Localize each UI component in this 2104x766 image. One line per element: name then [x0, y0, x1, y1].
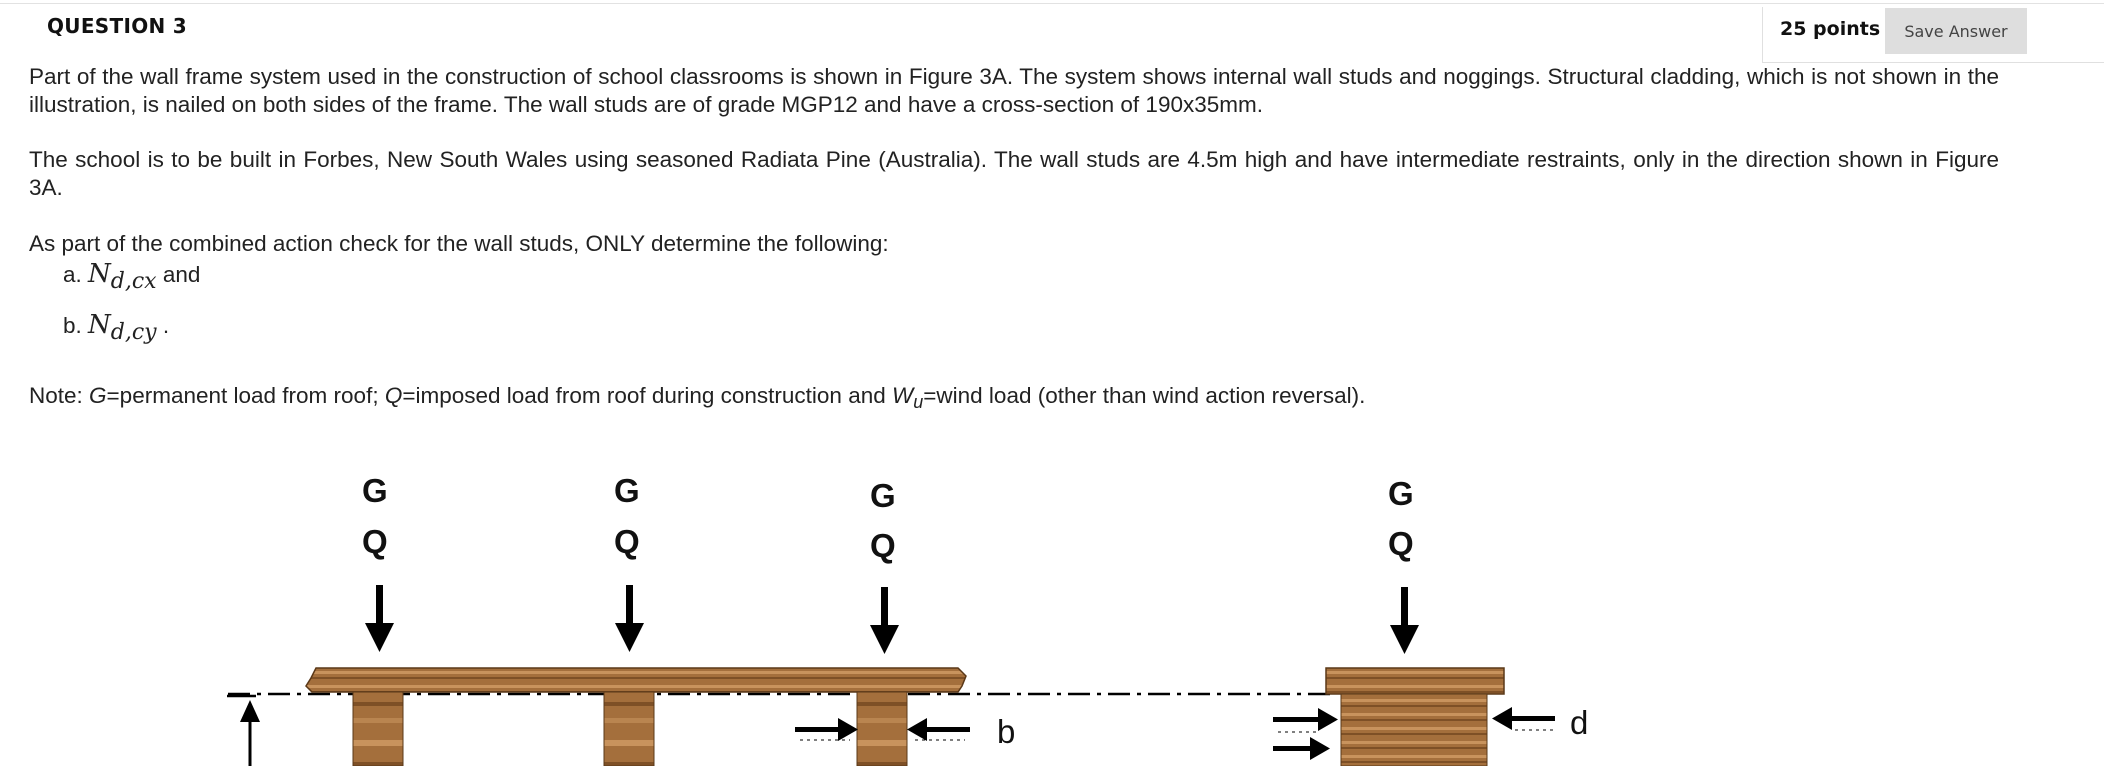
item-a-suffix: and	[156, 262, 201, 287]
load-arrow-shaft	[626, 585, 633, 625]
question-title: QUESTION 3	[47, 14, 188, 38]
load-g-label: G	[870, 477, 896, 514]
wall-stud-1	[353, 692, 403, 766]
load-arrow-shaft	[881, 587, 888, 627]
question-paragraph-2: The school is to be built in Forbes, New South Wales using seasoned Radiata Pine (Australia). The wall studs are 4.5m high and have intermediate restraints, only in the direction shown in Figure 3A.	[29, 147, 1999, 200]
stud-section-right	[1326, 668, 1504, 766]
item-b-suffix: .	[156, 313, 170, 338]
dimension-d-label: d	[1570, 704, 1589, 741]
load-arrow-head	[870, 625, 899, 654]
load-g-label: G	[362, 472, 388, 509]
load-group-3	[870, 477, 899, 654]
wall-stud-wide	[1341, 694, 1487, 766]
note-text: Note: G=permanent load from roof; Q=imposed load from roof during construction and $W_u=wind$ load (other than wind action reversal).	[29, 383, 1366, 412]
question-paragraph-1: Part of the wall frame system used in the construction of school classrooms is shown in Figure 3A. The system shows internal wall studs and noggings. Structural cladding, which is not shown in the illustration, is nailed on both sides of the frame. The wall studs are of grade MGP12 and have a cross-section of 190x35mm.	[29, 64, 1999, 117]
points-value: 25 points	[1780, 18, 1881, 40]
symbol-n-dcx: $N_{d,cx}$	[88, 259, 157, 294]
load-arrow-shaft	[376, 585, 383, 625]
list-item-a	[63, 260, 200, 296]
symbol-n-dcy: $N_{d,cy}$	[88, 310, 157, 345]
load-group-2	[614, 472, 644, 652]
load-q-label: Q	[870, 527, 896, 564]
top-divider	[0, 3, 2104, 4]
load-group-1	[362, 472, 394, 652]
wall-stud-3	[857, 692, 907, 766]
load-arrow-head	[615, 623, 644, 652]
question-paragraph-3: As part of the combined action check for the wall studs, ONLY determine the following:	[29, 231, 889, 256]
load-q-label: Q	[362, 523, 388, 560]
load-q-label: Q	[614, 523, 640, 560]
load-q-label: Q	[1388, 525, 1414, 562]
load-g-label: G	[614, 472, 640, 509]
wall-stud-2	[604, 692, 654, 766]
load-arrow-shaft	[1401, 587, 1408, 627]
dimension-b-label: b	[997, 713, 1016, 750]
list-marker-a: a.	[63, 262, 82, 287]
load-arrow-head	[365, 623, 394, 652]
top-plate	[306, 668, 966, 692]
height-dimension	[227, 696, 260, 766]
figure-3a	[0, 430, 2104, 766]
top-plate-short	[1326, 668, 1504, 694]
save-answer-button[interactable]: Save Answer	[1885, 8, 2027, 54]
list-item-b	[63, 311, 169, 347]
load-group-4	[1388, 475, 1419, 654]
load-arrow-head	[1390, 625, 1419, 654]
load-g-label: G	[1388, 475, 1414, 512]
list-marker-b: b.	[63, 313, 82, 338]
